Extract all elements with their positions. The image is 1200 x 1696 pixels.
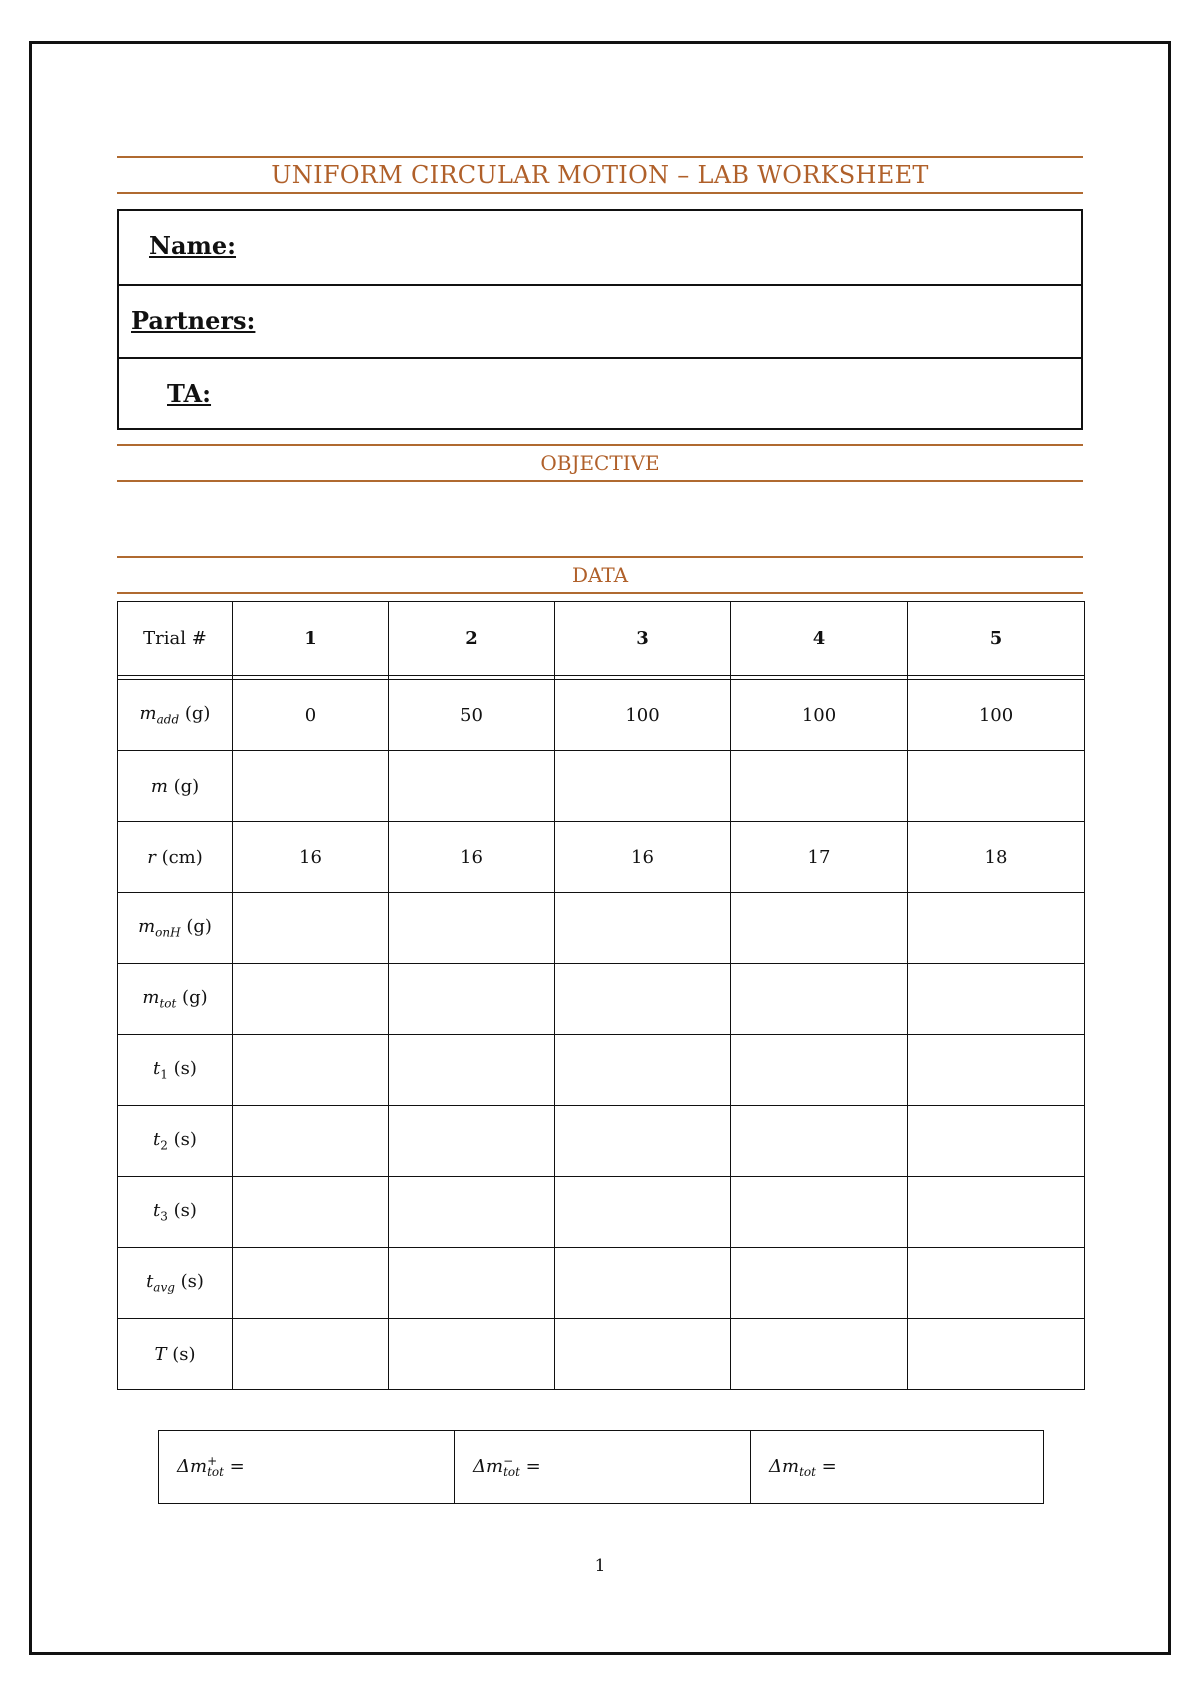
trial-number: 1 xyxy=(233,602,389,676)
table-cell: 0 xyxy=(233,680,389,751)
table-cell[interactable] xyxy=(389,1035,555,1106)
table-header-row xyxy=(118,602,1085,676)
table-cell[interactable] xyxy=(555,893,731,964)
table-row xyxy=(118,822,1085,893)
quantity-label: $m_{tot}$ (g) xyxy=(118,964,233,1035)
table-cell[interactable] xyxy=(233,751,389,822)
table-cell[interactable] xyxy=(233,1319,389,1390)
table-row xyxy=(118,1035,1085,1106)
ta-row[interactable] xyxy=(119,357,1081,430)
table-cell: 16 xyxy=(389,822,555,893)
data-table xyxy=(117,601,1085,1390)
table-cell[interactable] xyxy=(389,751,555,822)
delta-m-plus-cell[interactable] xyxy=(159,1431,455,1504)
table-cell[interactable] xyxy=(555,751,731,822)
quantity-label: $t_2$ (s) xyxy=(118,1106,233,1177)
trial-header: Trial # xyxy=(118,602,233,676)
table-cell[interactable] xyxy=(908,964,1085,1035)
partners-row[interactable] xyxy=(119,284,1081,357)
table-row xyxy=(118,1106,1085,1177)
quantity-label: $t_1$ (s) xyxy=(118,1035,233,1106)
trial-number: 3 xyxy=(555,602,731,676)
table-cell: 18 xyxy=(908,822,1085,893)
name-row[interactable] xyxy=(119,211,1081,284)
table-cell[interactable] xyxy=(908,1248,1085,1319)
table-cell[interactable] xyxy=(233,893,389,964)
quantity-label: $m_{add}$ (g) xyxy=(118,680,233,751)
uncertainty-table xyxy=(158,1430,1044,1504)
table-cell: 17 xyxy=(731,822,908,893)
table-cell[interactable] xyxy=(389,1177,555,1248)
table-row xyxy=(118,751,1085,822)
table-row xyxy=(118,1319,1085,1390)
table-cell[interactable] xyxy=(389,964,555,1035)
trial-number: 4 xyxy=(731,602,908,676)
table-cell[interactable] xyxy=(233,1035,389,1106)
table-cell[interactable] xyxy=(731,1248,908,1319)
table-row xyxy=(118,893,1085,964)
table-cell: 100 xyxy=(908,680,1085,751)
table-cell[interactable] xyxy=(908,1035,1085,1106)
table-cell[interactable] xyxy=(908,1106,1085,1177)
delta-m-plus-label: Δm + tot = xyxy=(177,1454,245,1479)
table-cell: 50 xyxy=(389,680,555,751)
table-row xyxy=(118,1248,1085,1319)
table-cell[interactable] xyxy=(233,964,389,1035)
trial-number: 5 xyxy=(908,602,1085,676)
table-row xyxy=(118,964,1085,1035)
data-heading: DATA xyxy=(117,556,1083,594)
table-cell[interactable] xyxy=(233,1177,389,1248)
table-cell[interactable] xyxy=(555,1248,731,1319)
table-cell[interactable] xyxy=(731,1177,908,1248)
table-cell[interactable] xyxy=(731,751,908,822)
delta-m-total-cell[interactable] xyxy=(751,1431,1044,1504)
table-cell[interactable] xyxy=(555,1035,731,1106)
table-cell[interactable] xyxy=(389,893,555,964)
table-cell: 100 xyxy=(731,680,908,751)
table-cell: 16 xyxy=(555,822,731,893)
quantity-label: $m_{onH}$ (g) xyxy=(118,893,233,964)
table-cell[interactable] xyxy=(731,1106,908,1177)
table-cell: 100 xyxy=(555,680,731,751)
page-title: UNIFORM CIRCULAR MOTION – LAB WORKSHEET xyxy=(117,156,1083,194)
quantity-label: r (cm) xyxy=(118,822,233,893)
quantity-label: $t_{avg}$ (s) xyxy=(118,1248,233,1319)
table-cell[interactable] xyxy=(731,964,908,1035)
table-cell[interactable] xyxy=(731,1035,908,1106)
trial-number: 2 xyxy=(389,602,555,676)
student-info-box xyxy=(117,209,1083,430)
table-cell[interactable] xyxy=(555,964,731,1035)
table-row xyxy=(118,680,1085,751)
table-cell[interactable] xyxy=(389,1319,555,1390)
objective-heading: OBJECTIVE xyxy=(117,444,1083,482)
delta-m-total-label: Δm tot = xyxy=(769,1456,837,1479)
table-cell[interactable] xyxy=(908,751,1085,822)
table-cell[interactable] xyxy=(908,1319,1085,1390)
quantity-label: $t_3$ (s) xyxy=(118,1177,233,1248)
table-cell[interactable] xyxy=(233,1248,389,1319)
table-cell[interactable] xyxy=(555,1106,731,1177)
table-cell[interactable] xyxy=(731,1319,908,1390)
table-cell[interactable] xyxy=(908,1177,1085,1248)
page-number: 1 xyxy=(594,1556,606,1576)
table-cell[interactable] xyxy=(389,1248,555,1319)
table-cell[interactable] xyxy=(908,893,1085,964)
table-row xyxy=(118,1177,1085,1248)
table-cell[interactable] xyxy=(731,893,908,964)
table-cell[interactable] xyxy=(555,1319,731,1390)
table-cell[interactable] xyxy=(555,1177,731,1248)
table-cell[interactable] xyxy=(389,1106,555,1177)
quantity-label: T (s) xyxy=(118,1319,233,1390)
delta-m-minus-label: Δm − tot = xyxy=(473,1454,541,1479)
name-label: Name: xyxy=(149,231,237,260)
ta-label: TA: xyxy=(167,379,212,408)
table-cell: 16 xyxy=(233,822,389,893)
delta-m-minus-cell[interactable] xyxy=(455,1431,751,1504)
quantity-label: m (g) xyxy=(118,751,233,822)
partners-label: Partners: xyxy=(131,306,256,335)
table-cell[interactable] xyxy=(233,1106,389,1177)
